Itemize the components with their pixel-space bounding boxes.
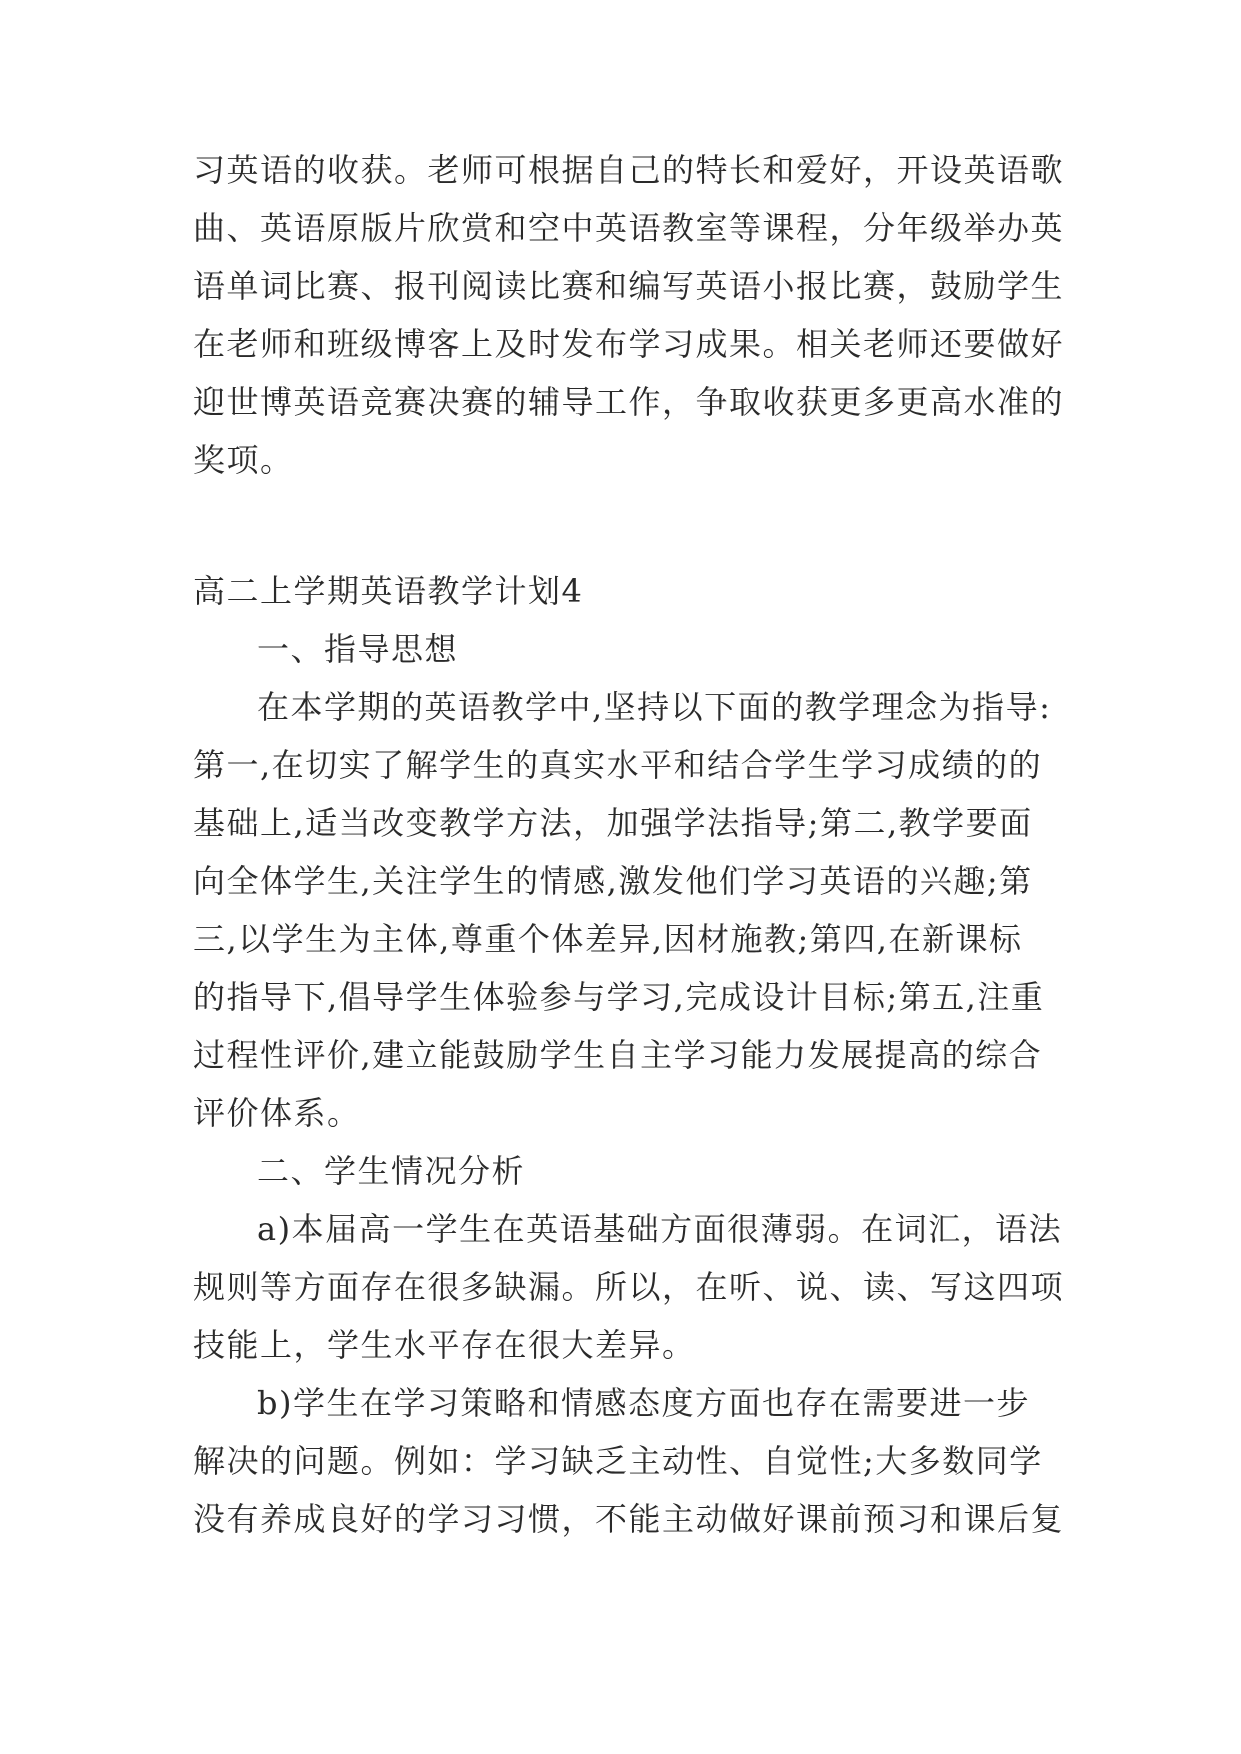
paragraph-line: 在老师和班级博客上及时发布学习成果。相关老师还要做好 bbox=[193, 325, 1065, 363]
paragraph-line: 第一,在切实了解学生的真实水平和结合学生学习成绩的的 bbox=[193, 746, 1043, 784]
paragraph-line: a)本届高一学生在英语基础方面很薄弱。在词汇，语法 bbox=[257, 1210, 1063, 1248]
paragraph-line: b)学生在学习策略和情感态度方面也存在需要进一步 bbox=[257, 1384, 1030, 1422]
heading-guiding-principle: 一、指导思想 bbox=[257, 630, 459, 668]
section-title: 高二上学期英语教学计划4 bbox=[193, 572, 584, 610]
paragraph-line: 在本学期的英语教学中,坚持以下面的教学理念为指导: bbox=[257, 688, 1052, 726]
paragraph-line: 曲、英语原版片欣赏和空中英语教室等课程，分年级举办英 bbox=[193, 209, 1065, 247]
paragraph-line: 三,以学生为主体,尊重个体差异,因材施教;第四,在新课标 bbox=[193, 920, 1023, 958]
paragraph-line: 规则等方面存在很多缺漏。所以，在听、说、读、写这四项 bbox=[193, 1268, 1065, 1306]
paragraph-line: 解决的问题。例如：学习缺乏主动性、自觉性;大多数同学 bbox=[193, 1442, 1043, 1480]
heading-student-analysis: 二、学生情况分析 bbox=[257, 1152, 526, 1190]
paragraph-line: 向全体学生,关注学生的情感,激发他们学习英语的兴趣;第 bbox=[193, 862, 1033, 900]
paragraph-line: 评价体系。 bbox=[193, 1094, 361, 1132]
paragraph-line: 基础上,适当改变教学方法，加强学法指导;第二,教学要面 bbox=[193, 804, 1033, 842]
paragraph-line: 迎世博英语竞赛决赛的辅导工作，争取收获更多更高水准的 bbox=[193, 383, 1065, 421]
paragraph-line: 习英语的收获。老师可根据自己的特长和爱好，开设英语歌 bbox=[193, 151, 1065, 189]
paragraph-line: 奖项。 bbox=[193, 441, 294, 479]
paragraph-line: 没有养成良好的学习习惯，不能主动做好课前预习和课后复 bbox=[193, 1500, 1065, 1538]
paragraph-line: 语单词比赛、报刊阅读比赛和编写英语小报比赛，鼓励学生 bbox=[193, 267, 1065, 305]
paragraph-line: 技能上，学生水平存在很大差异。 bbox=[193, 1326, 696, 1364]
paragraph-line: 的指导下,倡导学生体验参与学习,完成设计目标;第五,注重 bbox=[193, 978, 1045, 1016]
paragraph-line: 过程性评价,建立能鼓励学生自主学习能力发展提高的综合 bbox=[193, 1036, 1043, 1074]
